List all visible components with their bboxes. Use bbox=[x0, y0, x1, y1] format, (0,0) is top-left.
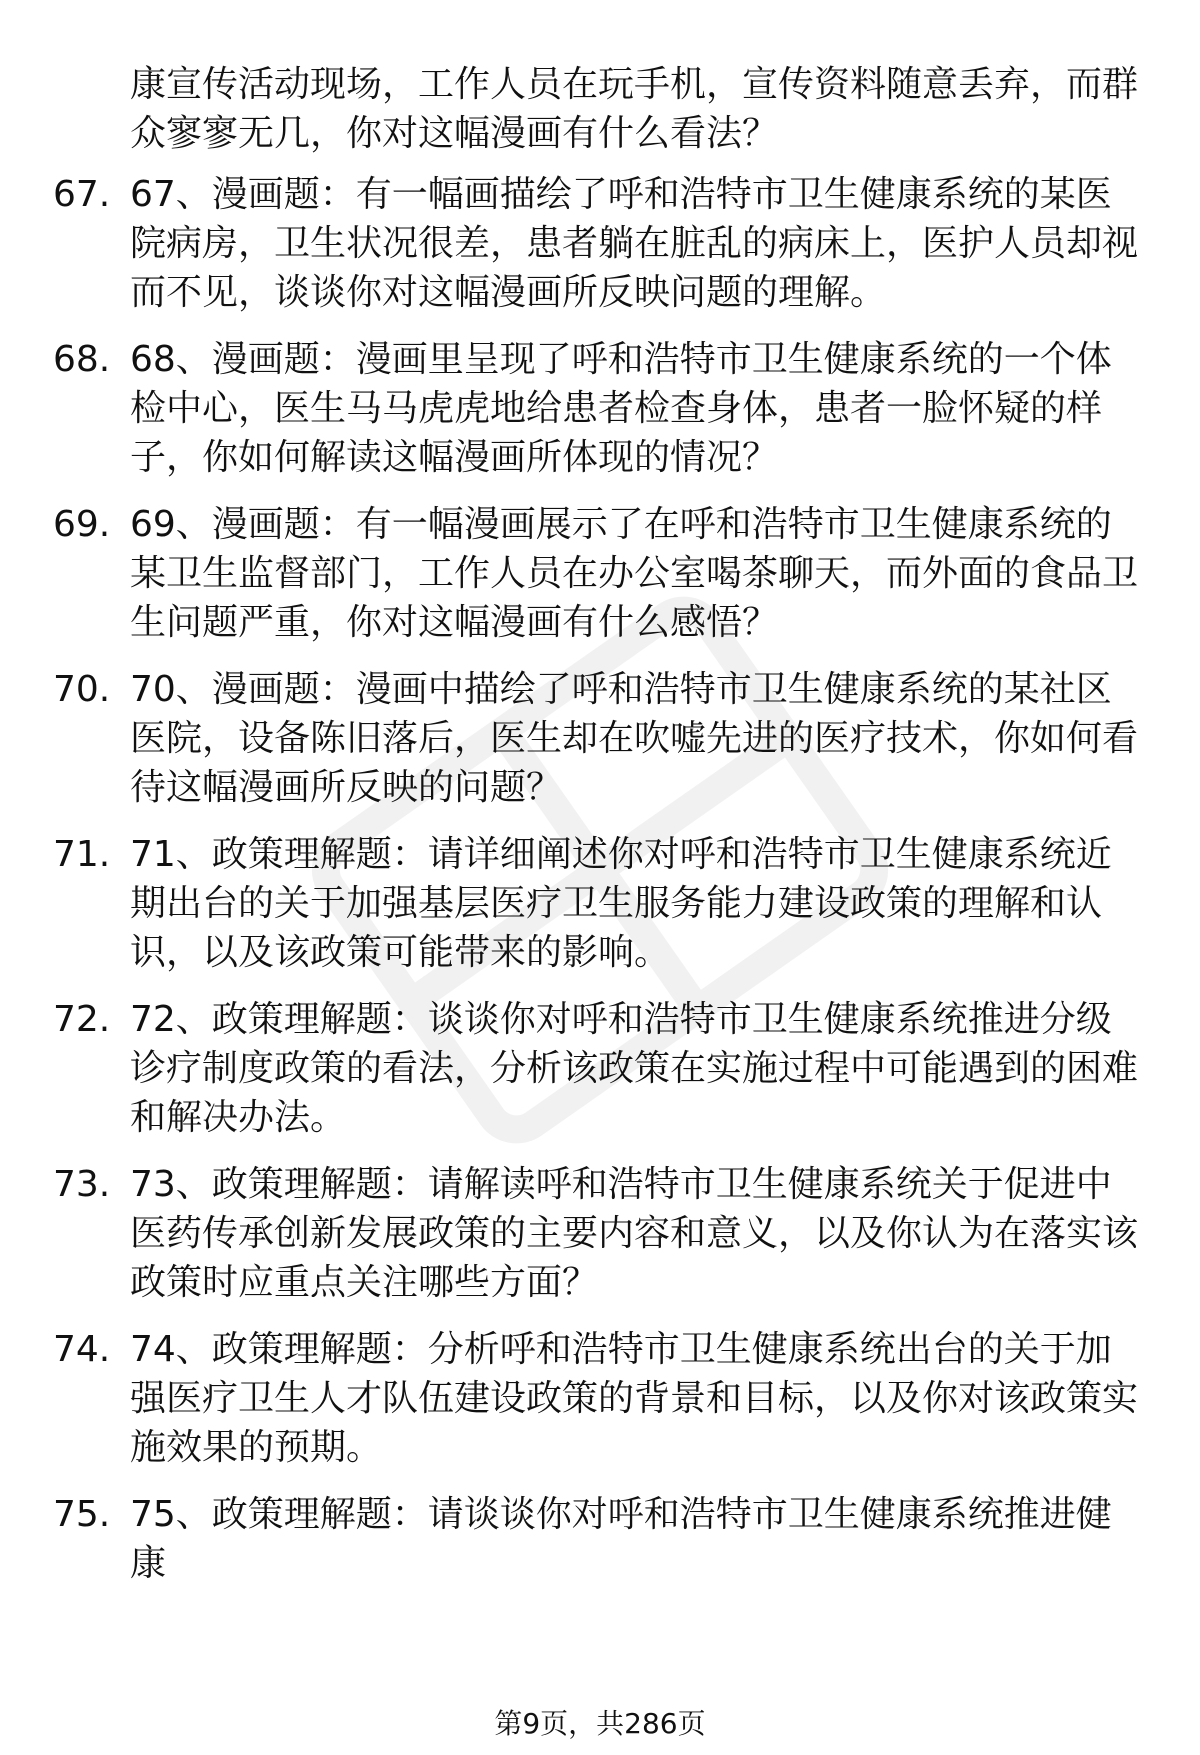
question-number: 67. bbox=[53, 174, 111, 215]
question-number: 68. bbox=[53, 339, 111, 380]
page-footer: 第9页，共286页 bbox=[494, 1707, 706, 1740]
question-text: 72、政策理解题：谈谈你对呼和浩特市卫生健康系统推进分级诊疗制度政策的看法，分析该政策在实施过程中可能遇到的困难和解决办法。 bbox=[130, 999, 1139, 1138]
question-text: 71、政策理解题：请详细阐述你对呼和浩特市卫生健康系统近期出台的关于加强基层医疗卫生服务能力建设政策的理解和认识，以及该政策可能带来的影响。 bbox=[130, 834, 1112, 973]
continued-paragraph: 康宣传活动现场，工作人员在玩手机，宣传资料随意丢弃，而群众寥寥无几，你对这幅漫画有什么看法？ bbox=[130, 64, 1139, 154]
question-number: 74. bbox=[53, 1329, 111, 1370]
question-text: 69、漫画题：有一幅漫画展示了在呼和浩特市卫生健康系统的某卫生监督部门，工作人员在办公室喝茶聊天，而外面的食品卫生问题严重，你对这幅漫画有什么感悟？ bbox=[130, 504, 1139, 643]
question-number: 73. bbox=[53, 1164, 111, 1205]
question-number: 71. bbox=[53, 834, 111, 875]
question-text: 73、政策理解题：请解读呼和浩特市卫生健康系统关于促进中医药传承创新发展政策的主要内容和意义，以及你认为在落实该政策时应重点关注哪些方面？ bbox=[130, 1164, 1139, 1303]
question-text: 67、漫画题：有一幅画描绘了呼和浩特市卫生健康系统的某医院病房，卫生状况很差，患者躺在脏乱的病床上，医护人员却视而不见，谈谈你对这幅漫画所反映问题的理解。 bbox=[130, 174, 1139, 313]
question-number: 72. bbox=[53, 999, 111, 1040]
question-number: 70. bbox=[53, 669, 111, 710]
question-text: 68、漫画题：漫画里呈现了呼和浩特市卫生健康系统的一个体检中心，医生马马虎虎地给患者检查身体，患者一脸怀疑的样子，你如何解读这幅漫画所体现的情况？ bbox=[130, 339, 1112, 478]
question-text: 70、漫画题：漫画中描绘了呼和浩特市卫生健康系统的某社区医院，设备陈旧落后，医生却在吹嘘先进的医疗技术，你如何看待这幅漫画所反映的问题？ bbox=[130, 669, 1139, 808]
question-text: 75、政策理解题：请谈谈你对呼和浩特市卫生健康系统推进健康 bbox=[130, 1494, 1112, 1584]
question-number: 75. bbox=[53, 1494, 111, 1535]
question-text: 74、政策理解题：分析呼和浩特市卫生健康系统出台的关于加强医疗卫生人才队伍建设政策的背景和目标，以及你对该政策实施效果的预期。 bbox=[130, 1329, 1139, 1468]
question-number: 69. bbox=[53, 504, 111, 545]
